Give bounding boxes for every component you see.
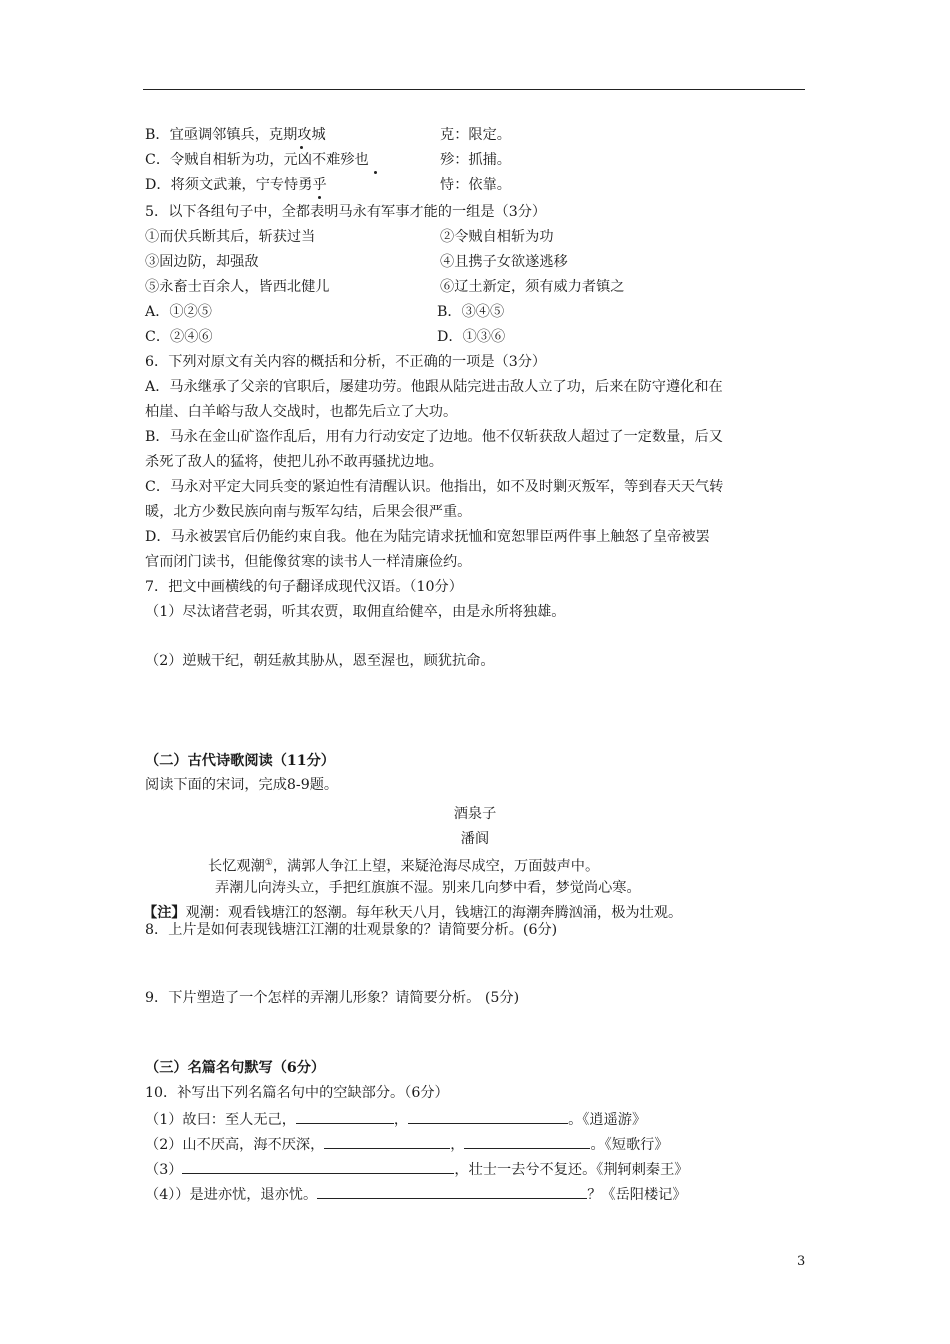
poetry-intro: 阅读下面的宋词，完成8-9题。: [145, 777, 339, 793]
q7-part-1: （1）尽汰诸营老弱，听其农贾，取佣直给健卒，由是永所将独雄。: [145, 604, 566, 620]
poem-note: 【注】观潮：观看钱塘江的怒潮。每年秋天八月，钱塘江的海潮奔腾汹涌，极为壮观。: [143, 905, 683, 921]
q5-option-c: C．②④⑥: [145, 329, 213, 345]
section-poetry-heading: （二）古代诗歌阅读（11分）: [145, 753, 335, 769]
answer-blank[interactable]: [317, 1184, 587, 1199]
q4-option-c-note: 殄：抓捕。: [440, 152, 511, 168]
q4-option-b-note: 克：限定。: [440, 127, 511, 143]
emphasis-dot: [318, 196, 321, 199]
q5-stem: 5．以下各组句子中，全都表明马永有军事才能的一组是（3分）: [145, 204, 547, 220]
section-recitation-heading: （三）名篇名句默写（6分）: [145, 1060, 326, 1076]
answer-blank[interactable]: [296, 1109, 394, 1124]
emphasis-dot: [300, 146, 303, 149]
q6-option-c-line2: 暖，北方少数民族向南与叛军勾结，后果会很严重。: [145, 504, 472, 520]
q7-stem: 7．把文中画横线的句子翻译成现代汉语。（10分）: [145, 579, 463, 595]
q5-sentence-2: ②令贼自相斩为功: [440, 229, 554, 245]
answer-blank[interactable]: [324, 1134, 450, 1149]
q6-stem: 6．下列对原文有关内容的概括和分析，不正确的一项是（3分）: [145, 354, 547, 370]
q5-option-b: B．③④⑤: [437, 304, 505, 320]
note-label: 【注】: [143, 905, 186, 921]
q5-sentence-4: ④且携子女欲遂逃移: [440, 254, 568, 270]
q9-stem: 9．下片塑造了一个怎样的弄潮儿形象？请简要分析。 (5分): [145, 990, 520, 1006]
q10-item-3: （3） ，壮士一去兮不复还。《荆轲刺秦王》: [145, 1159, 689, 1179]
poem-line-2: 弄潮儿向涛头立，手把红旗旗不湿。别来几向梦中看，梦觉尚心寒。: [215, 880, 641, 896]
q4-option-c: C．令贼自相斩为功，元凶不难殄也: [145, 152, 369, 168]
q7-part-2: （2）逆贼干纪，朝廷赦其胁从，恩至渥也，顾犹抗命。: [145, 653, 495, 669]
q4-option-d: D．将须文武兼，宁专恃勇乎: [145, 177, 327, 193]
q6-option-b-line1: B．马永在金山矿盗作乱后，用有力行动安定了边地。他不仅斩获敌人超过了一定数量，后又: [145, 429, 723, 445]
q8-stem: 8．上片是如何表现钱塘江江潮的壮观景象的？请简要分析。(6分): [145, 922, 558, 938]
poem-title: 酒泉子: [453, 806, 497, 822]
q10-item-1: （1）故曰：至人无己， ， 。《逍遥游》: [145, 1109, 646, 1129]
q4-option-b: B．宜亟调邻镇兵，克期攻城: [145, 127, 326, 143]
q5-sentence-5: ⑤永畜士百余人，皆西北健儿: [145, 279, 330, 295]
answer-blank[interactable]: [408, 1109, 568, 1124]
q6-option-d-line1: D．马永被罢官后仍能约束自我。他在为陆完请求抚恤和宽恕罪臣两件事上触怒了皇帝被罢: [145, 529, 710, 545]
q6-option-d-line2: 官而闭门读书，但能像贫寒的读书人一样清廉俭约。: [145, 554, 472, 570]
poem-line-1: 长忆观潮①，满郭人争江上望，来疑沧海尽成空，万面鼓声中。: [208, 858, 600, 875]
answer-blank[interactable]: [464, 1134, 590, 1149]
q10-item-2: （2）山不厌高，海不厌深， ， 。《短歌行》: [145, 1134, 669, 1154]
q6-option-b-line2: 杀死了敌人的猛将，使把儿孙不敢再骚扰边地。: [145, 454, 443, 470]
header-rule: [143, 89, 805, 90]
q6-option-c-line1: C．马永对平定大同兵变的紧迫性有清醒认识。他指出，如不及时剿灭叛军，等到春天天气转: [145, 479, 724, 495]
q5-option-a: A．①②⑤: [145, 304, 212, 320]
q10-item-4: （4））是进亦忧，退亦忧。 ？《岳阳楼记》: [145, 1184, 687, 1204]
q6-option-a-line1: A．马永继承了父亲的官职后，屡建功劳。他跟从陆完进击敌人立了功，后来在防守遵化和在: [145, 379, 723, 395]
q5-sentence-3: ③固边防，却强敌: [145, 254, 259, 270]
q6-option-a-line2: 柏崖、白羊峪与敌人交战时，也都先后立了大功。: [145, 404, 458, 420]
q5-sentence-6: ⑥辽土新定，须有威力者镇之: [440, 279, 625, 295]
q5-sentence-1: ①而伏兵断其后，斩获过当: [145, 229, 316, 245]
poem-author: 潘阆: [460, 831, 490, 847]
answer-blank[interactable]: [182, 1159, 454, 1174]
q10-stem: 10．补写出下列名篇名句中的空缺部分。（6分）: [145, 1085, 449, 1101]
emphasis-dot: [374, 171, 377, 174]
q4-option-d-note: 恃：依靠。: [440, 177, 511, 193]
page-number: 3: [797, 1254, 806, 1269]
footnote-marker: ①: [264, 858, 273, 868]
q5-option-d: D．①③⑥: [437, 329, 506, 345]
